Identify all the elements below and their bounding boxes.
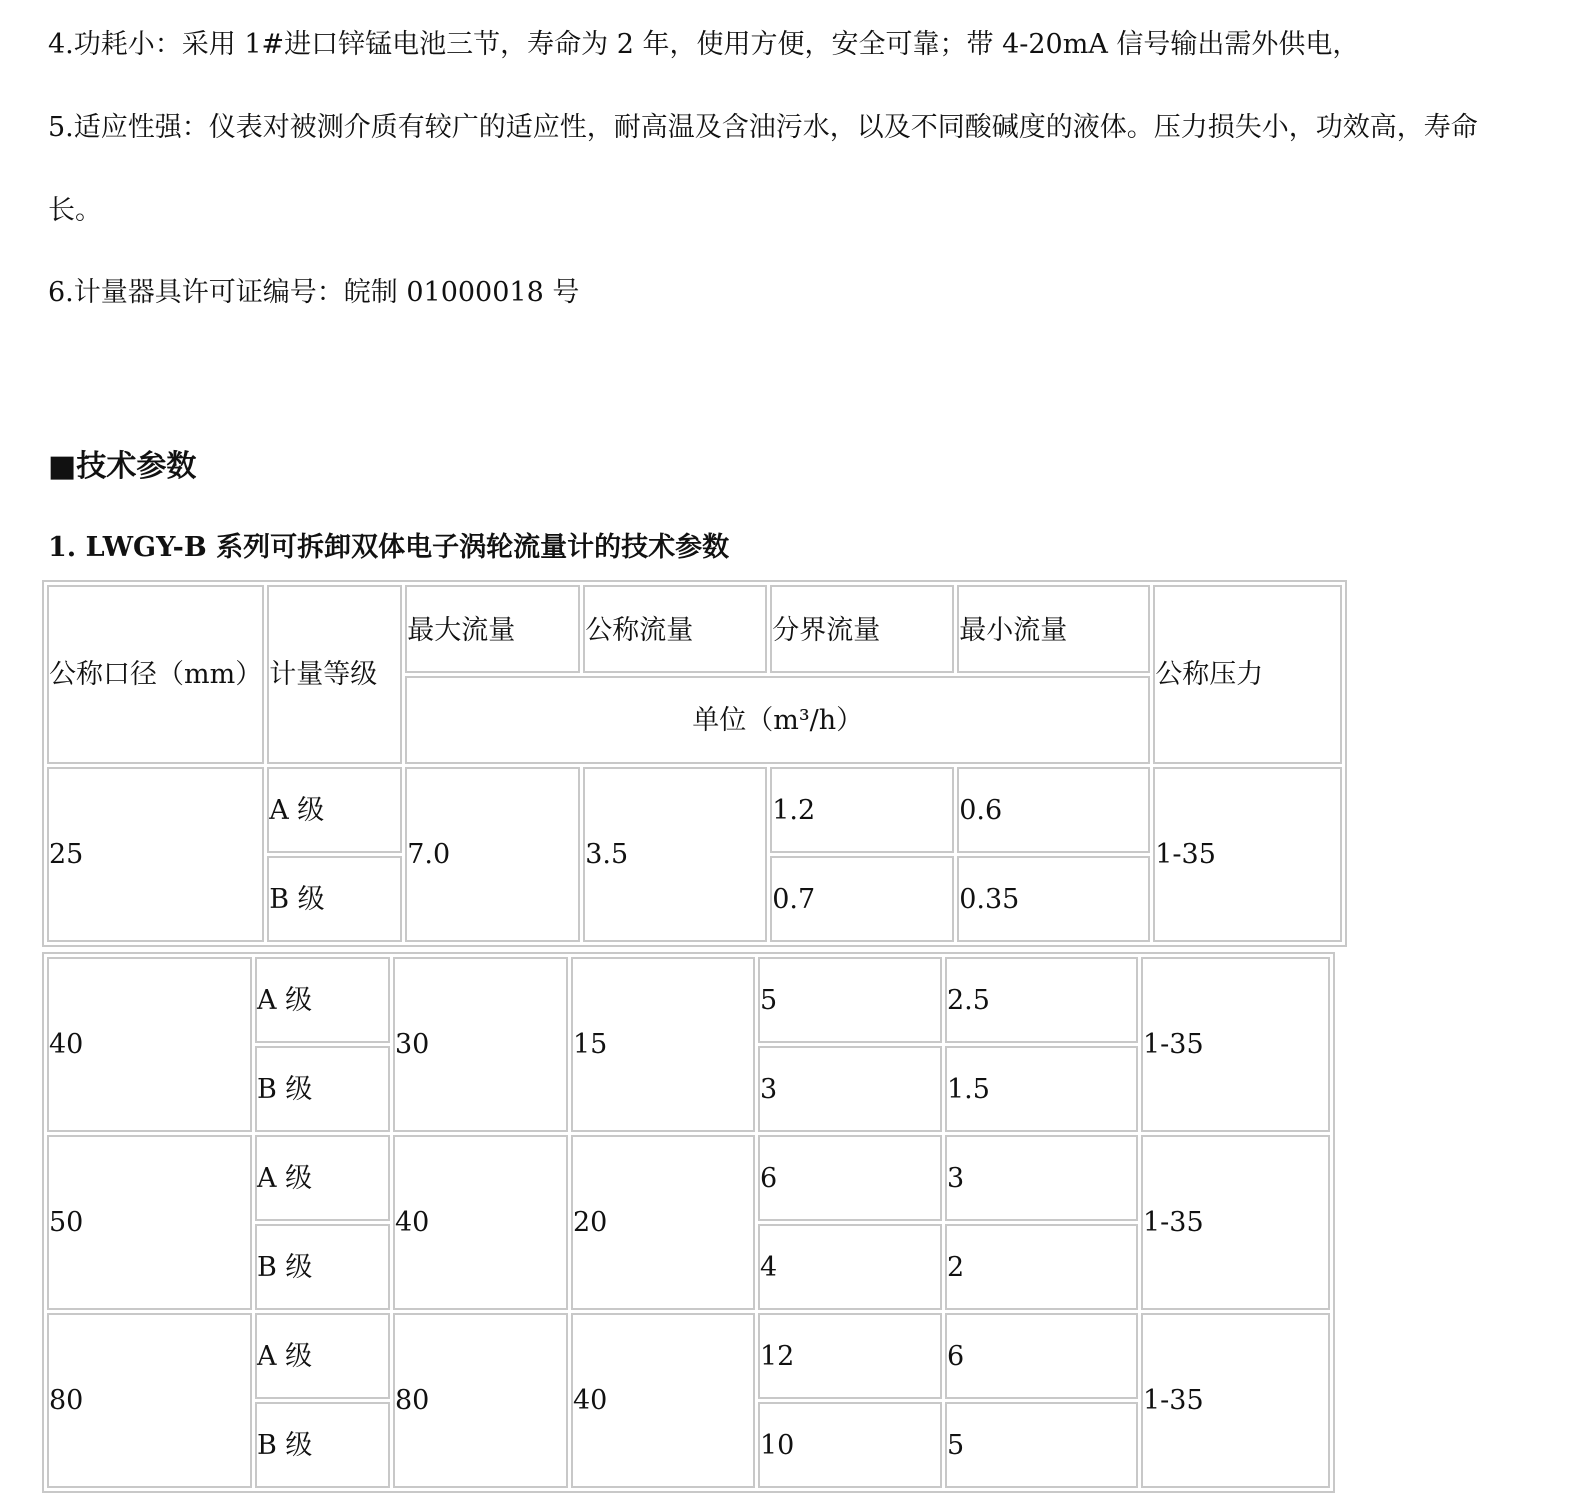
paragraph-adaptability: 5.适应性强：仪表对被测介质有较广的适应性，耐高温及含油污水，以及不同酸碱度的液体。压力损失小，功效高，寿命: [48, 112, 1478, 143]
cell-min-flow-a: 0.6: [957, 767, 1150, 853]
cell-diameter: 25: [47, 767, 264, 942]
cell-max-flow: 7.0: [405, 767, 580, 942]
cell-nominal-flow: 20: [571, 1135, 755, 1310]
cell-grade-a: A 级: [267, 767, 402, 853]
header-max-flow: 最大流量: [405, 585, 580, 673]
paragraph-license-number: 6.计量器具许可证编号：皖制 01000018 号: [48, 277, 580, 308]
paragraph-adaptability-continued: 长。: [48, 195, 102, 226]
cell-nominal-flow: 40: [571, 1313, 755, 1488]
spec-table-part-1: [42, 580, 1347, 947]
cell-diameter: 80: [47, 1313, 252, 1488]
cell-pressure: 1-35: [1141, 1313, 1330, 1488]
table-row: [47, 1135, 1330, 1221]
cell-transition-flow-b: 0.7: [770, 856, 954, 942]
cell-grade-a: A 级: [255, 1135, 390, 1221]
cell-diameter: 50: [47, 1135, 252, 1310]
cell-min-flow-b: 0.35: [957, 856, 1150, 942]
header-pressure: 公称压力: [1153, 585, 1342, 764]
cell-grade-b: B 级: [255, 1046, 390, 1132]
cell-grade-b: B 级: [255, 1402, 390, 1488]
cell-transition-flow-a: 12: [758, 1313, 942, 1399]
table-title: 1. LWGY-B 系列可拆卸双体电子涡轮流量计的技术参数: [48, 532, 730, 563]
cell-nominal-flow: 15: [571, 957, 755, 1132]
section-heading: ■技术参数: [48, 449, 197, 484]
cell-grade-b: B 级: [255, 1224, 390, 1310]
cell-min-flow-b: 5: [945, 1402, 1138, 1488]
header-min-flow: 最小流量: [957, 585, 1150, 673]
cell-transition-flow-a: 5: [758, 957, 942, 1043]
cell-transition-flow-a: 6: [758, 1135, 942, 1221]
cell-transition-flow-a: 1.2: [770, 767, 954, 853]
cell-pressure: 1-35: [1141, 1135, 1330, 1310]
cell-pressure: 1-35: [1141, 957, 1330, 1132]
cell-min-flow-a: 2.5: [945, 957, 1138, 1043]
header-unit: 单位（m³/h）: [405, 676, 1150, 764]
cell-min-flow-a: 3: [945, 1135, 1138, 1221]
paragraph-power-consumption: 4.功耗小：采用 1#进口锌锰电池三节，寿命为 2 年，使用方便，安全可靠；带 4-20mA 信号输出需外供电，: [48, 29, 1360, 60]
cell-nominal-flow: 3.5: [583, 767, 767, 942]
header-grade: 计量等级: [267, 585, 402, 764]
cell-max-flow: 80: [393, 1313, 568, 1488]
cell-diameter: 40: [47, 957, 252, 1132]
cell-grade-b: B 级: [267, 856, 402, 942]
cell-pressure: 1-35: [1153, 767, 1342, 942]
cell-transition-flow-b: 3: [758, 1046, 942, 1132]
cell-grade-a: A 级: [255, 1313, 390, 1399]
cell-max-flow: 30: [393, 957, 568, 1132]
table-row: [47, 767, 1342, 853]
spec-table-part-2: [42, 952, 1335, 1493]
header-diameter: 公称口径（mm）: [47, 585, 264, 764]
cell-transition-flow-b: 4: [758, 1224, 942, 1310]
table-header-row: [47, 585, 1342, 673]
table-row: [47, 957, 1330, 1043]
cell-min-flow-a: 6: [945, 1313, 1138, 1399]
cell-min-flow-b: 2: [945, 1224, 1138, 1310]
table-row: [47, 1313, 1330, 1399]
header-nominal-flow: 公称流量: [583, 585, 767, 673]
cell-transition-flow-b: 10: [758, 1402, 942, 1488]
cell-min-flow-b: 1.5: [945, 1046, 1138, 1132]
cell-max-flow: 40: [393, 1135, 568, 1310]
header-transition-flow: 分界流量: [770, 585, 954, 673]
cell-grade-a: A 级: [255, 957, 390, 1043]
